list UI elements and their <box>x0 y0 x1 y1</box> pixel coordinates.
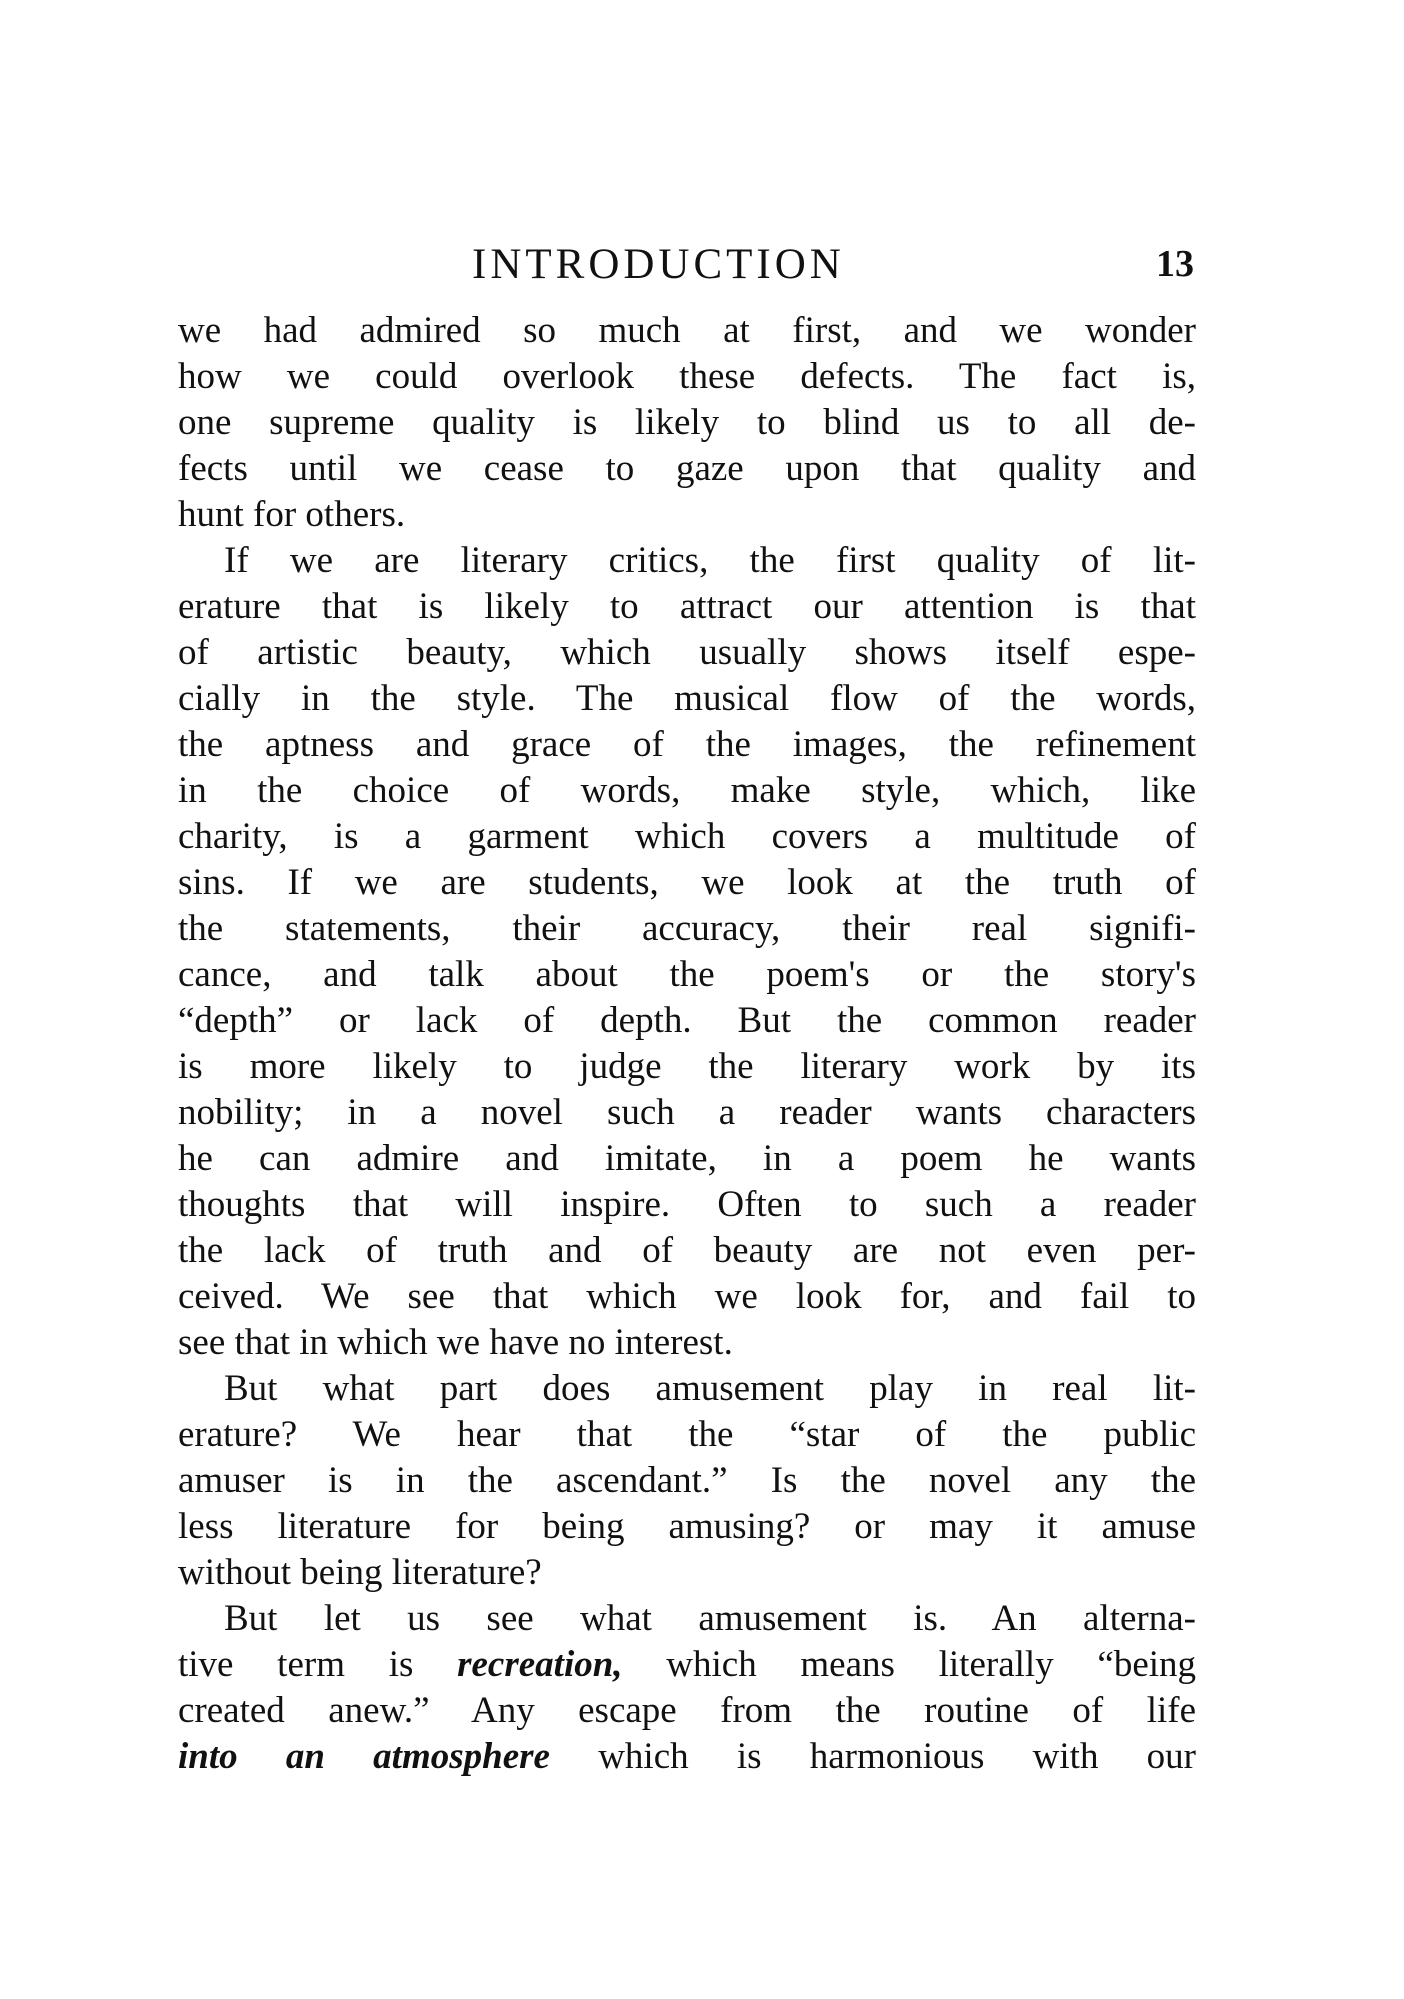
text-line: see that in which we have no interest. <box>178 1322 733 1363</box>
italic-phrase: into an atmosphere <box>178 1736 550 1777</box>
text-line: charity, is a garment which covers a multitude of <box>178 816 1196 857</box>
text-line: “depth” or lack of depth. But the common reader <box>178 1000 1196 1041</box>
text-line: the lack of truth and of beauty are not even per- <box>178 1230 1196 1271</box>
text-line: the statements, their accuracy, their real signifi- <box>178 908 1196 949</box>
text-line: amuser is in the ascendant.” Is the novel any the <box>178 1460 1196 1501</box>
text-line: sins. If we are students, we look at the truth of <box>178 862 1196 903</box>
text-line: nobility; in a novel such a reader wants characters <box>178 1092 1196 1133</box>
text-line: we had admired so much at first, and we wonder <box>178 310 1196 351</box>
text-line: without being literature? <box>178 1552 542 1593</box>
text-line: he can admire and imitate, in a poem he wants <box>178 1138 1196 1179</box>
text-line-with-italic <box>178 1642 1196 1688</box>
text-line: of artistic beauty, which usually shows itself espe- <box>178 632 1196 673</box>
text-line-with-italic <box>178 1734 1196 1780</box>
text-line: is more likely to judge the literary work by its <box>178 1046 1196 1087</box>
text-line: hunt for others. <box>178 494 406 535</box>
running-head-title: INTRODUCTION <box>472 241 845 288</box>
running-head <box>176 240 1196 290</box>
text-line: less literature for being amusing? or may it amuse <box>178 1506 1196 1547</box>
body-text <box>178 308 1196 1780</box>
text-line: thoughts that will inspire. Often to such a reader <box>178 1184 1196 1225</box>
text-line: created anew.” Any escape from the routine of life <box>178 1690 1196 1731</box>
text-line: erature that is likely to attract our attention is that <box>178 586 1196 627</box>
text-line: the aptness and grace of the images, the refinement <box>178 724 1196 765</box>
text-line: how we could overlook these defects. The fact is, <box>178 356 1196 397</box>
text-line: ceived. We see that which we look for, and fail to <box>178 1276 1196 1317</box>
italic-term: recreation, <box>457 1644 623 1685</box>
text-line: in the choice of words, make style, which, like <box>178 770 1196 811</box>
text-line: erature? We hear that the “star of the public <box>178 1414 1196 1455</box>
text-run: tive term is <box>178 1644 414 1685</box>
text-line: fects until we cease to gaze upon that quality and <box>178 448 1196 489</box>
text-line: cially in the style. The musical flow of the words, <box>178 678 1196 719</box>
text-line: If we are literary critics, the first quality of lit- <box>224 540 1196 581</box>
text-line: But let us see what amusement is. An alterna- <box>224 1598 1196 1639</box>
text-line: But what part does amusement play in real lit- <box>224 1368 1196 1409</box>
text-run: which is harmonious with our <box>598 1736 1196 1777</box>
text-line: one supreme quality is likely to blind us to all de- <box>178 402 1196 443</box>
page-number: 13 <box>1156 243 1194 285</box>
text-line: cance, and talk about the poem's or the story's <box>178 954 1196 995</box>
text-run: which means literally “being <box>666 1644 1196 1685</box>
